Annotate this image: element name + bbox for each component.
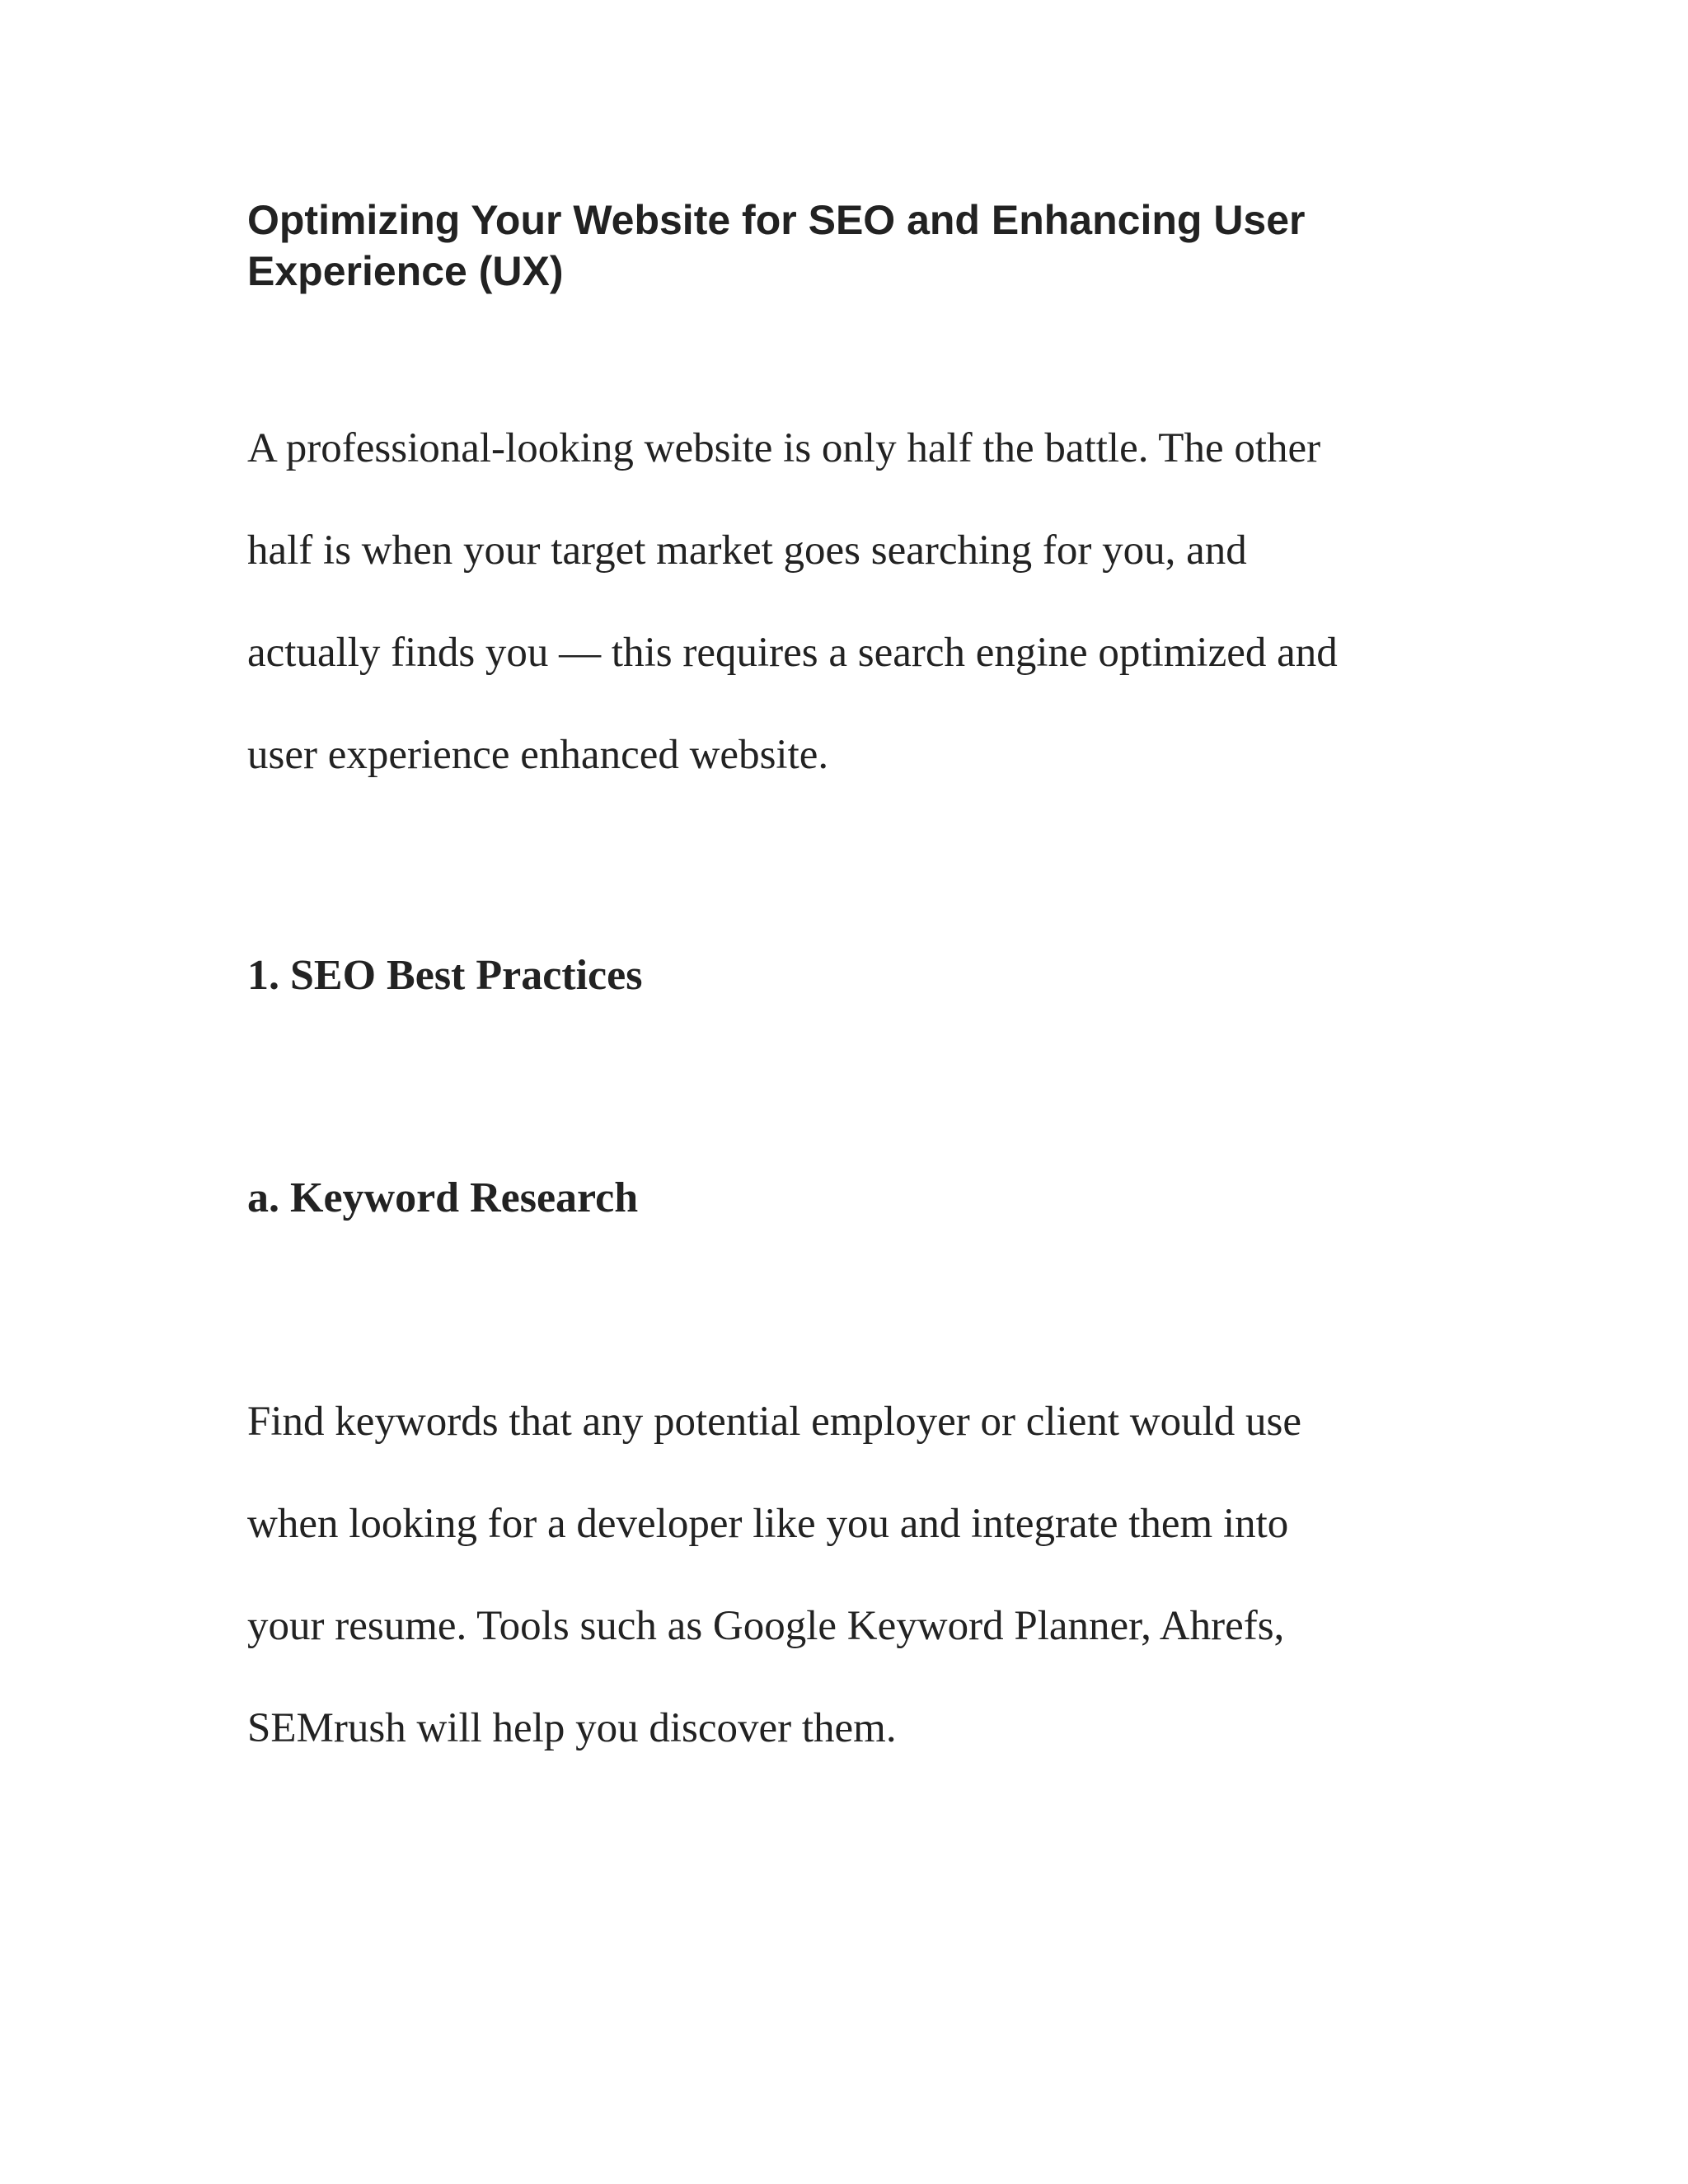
intro-line-4: user experience enhanced website. (247, 732, 829, 778)
title-line-2: Experience (UX) (247, 248, 564, 294)
section-heading-seo-best-practices: 1. SEO Best Practices (247, 952, 643, 999)
intro-line-1: A professional-looking website is only half the battle. The other (247, 425, 1321, 471)
keyword-line-3: your resume. Tools such as Google Keyword Planner, Ahrefs, (247, 1603, 1285, 1649)
document-title (247, 194, 1566, 297)
intro-line-3: actually finds you — this requires a search engine optimized and (247, 630, 1338, 676)
keyword-line-2: when looking for a developer like you and integrate them into (247, 1501, 1289, 1547)
subsection-heading-keyword-research: a. Keyword Research (247, 1174, 639, 1221)
keyword-research-paragraph (247, 1371, 1442, 1779)
keyword-line-4: SEMrush will help you discover them. (247, 1705, 897, 1751)
intro-line-2: half is when your target market goes searching for you, and (247, 527, 1247, 574)
intro-paragraph (247, 397, 1442, 806)
keyword-line-1: Find keywords that any potential employer or client would use (247, 1399, 1301, 1445)
title-line-1: Optimizing Your Website for SEO and Enhancing User (247, 197, 1306, 243)
